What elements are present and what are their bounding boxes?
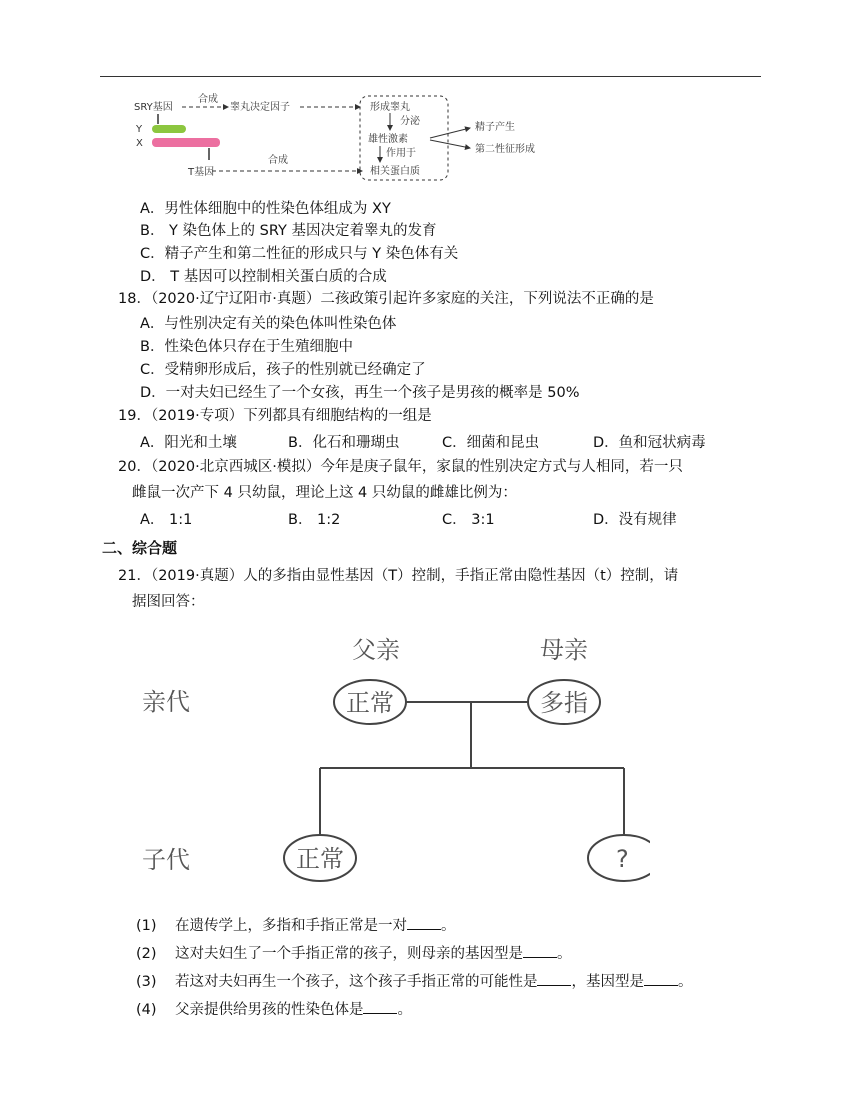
y-chromosome <box>152 125 186 133</box>
q18-option-a: A．与性别决定有关的染色体叫性染色体 <box>140 316 397 332</box>
q17-option-d: D． T 基因可以控制相关蛋白质的合成 <box>140 269 387 285</box>
q21-sub3 <box>136 971 692 993</box>
sub-text: 若这对夫妇再生一个孩子，这个孩子手指正常的可能性是 <box>174 974 538 990</box>
testis-factor-label: 睾丸决定因子 <box>230 102 290 113</box>
q19-option-a: A．阳光和土壤 <box>140 435 237 451</box>
mother-label: 母亲 <box>540 636 588 664</box>
mother-trait: 多指 <box>540 689 588 717</box>
y-label: Y <box>136 124 143 135</box>
sub-number: (4) <box>136 1002 157 1018</box>
q21-sub2 <box>136 943 571 965</box>
sub-number: (2) <box>136 946 157 962</box>
q18-option-b: B．性染色体只存在于生殖细胞中 <box>140 339 353 355</box>
q19-option-b: B．化石和珊瑚虫 <box>288 435 400 451</box>
q18-option-c: C．受精卵形成后，孩子的性别就已经确定了 <box>140 362 426 378</box>
father-trait: 正常 <box>346 689 394 717</box>
sub-text: 父亲提供给男孩的性染色体是 <box>174 1002 364 1018</box>
q20-stem-line2: 雌鼠一次产下 4 只幼鼠，理论上这 4 只幼鼠的雌雄比例为： <box>132 485 517 501</box>
answer-blank[interactable] <box>363 999 397 1014</box>
sperm-label: 精子产生 <box>475 122 515 133</box>
answer-blank[interactable] <box>644 971 678 986</box>
q17-option-c: C．精子产生和第二性征的形成只与 Y 染色体有关 <box>140 246 459 262</box>
sub-end: 。 <box>397 1002 412 1018</box>
sub-text: 这对夫妇生了一个手指正常的孩子，则母亲的基因型是 <box>174 946 523 962</box>
answer-blank[interactable] <box>537 971 571 986</box>
parent-generation-label: 亲代 <box>142 688 190 716</box>
section-heading: 二、综合题 <box>102 539 178 557</box>
q17-option-a: A．男性体细胞中的性染色体组成为 XY <box>140 201 391 217</box>
t-gene-label: T基因 <box>188 167 215 178</box>
synth-bottom-label: 合成 <box>268 155 288 166</box>
form-testis-label: 形成睾丸 <box>370 102 410 113</box>
q20-option-a: A． 1:1 <box>140 512 193 528</box>
q17-option-b: B． Y 染色体上的 SRY 基因决定着睾丸的发育 <box>140 223 437 239</box>
sub-text: 在遗传学上，多指和手指正常是一对 <box>174 918 407 934</box>
child-generation-label: 子代 <box>142 846 190 874</box>
child1-trait: 正常 <box>296 845 344 873</box>
sub-end: 。 <box>440 918 456 934</box>
sub-mid: ，基因型是 <box>571 974 644 990</box>
pedigree-diagram <box>130 620 650 890</box>
father-label: 父亲 <box>352 636 400 664</box>
q18-option-d: D．一对夫妇已经生了一个女孩，再生一个孩子是男孩的概率是 50% <box>140 385 580 401</box>
header-rule <box>100 76 761 77</box>
q20-stem-line1: 20．（2020·北京西城区·模拟）今年是庚子鼠年，家鼠的性别决定方式与人相同，若一只 <box>118 459 683 475</box>
sry-gene-label: SRY基因 <box>134 102 173 113</box>
sub-number: (1) <box>136 918 157 934</box>
secrete-label: 分泌 <box>400 116 420 127</box>
child2-trait: ? <box>616 845 629 873</box>
answer-blank[interactable] <box>407 915 441 930</box>
sub-end: 。 <box>677 974 693 990</box>
synth-top-label: 合成 <box>198 94 218 105</box>
q21-stem-line1: 21．（2019·真题）人的多指由显性基因（T）控制，手指正常由隐性基因（t）控制，请 <box>118 568 679 584</box>
secondary-label: 第二性征形成 <box>475 144 535 155</box>
q21-stem-line2: 据图回答： <box>132 594 205 610</box>
q21-sub4 <box>136 999 412 1021</box>
x-chromosome <box>152 138 220 147</box>
x-label: X <box>136 138 143 149</box>
sub-number: (3) <box>136 974 157 990</box>
q19-option-c: C．细菌和昆虫 <box>442 435 540 451</box>
q20-option-b: B． 1:2 <box>288 512 341 528</box>
q19-stem: 19．（2019·专项）下列都具有细胞结构的一组是 <box>118 408 432 424</box>
acts-on-label: 作用于 <box>386 148 416 159</box>
related-protein-label: 相关蛋白质 <box>370 166 420 177</box>
sex-determination-diagram <box>130 90 570 186</box>
q21-sub1 <box>136 915 455 937</box>
q20-option-d: D．没有规律 <box>593 512 677 528</box>
sub-end: 。 <box>556 946 572 962</box>
q18-stem: 18．（2020·辽宁辽阳市·真题）二孩政策引起许多家庭的关注，下列说法不正确的是 <box>118 291 654 307</box>
answer-blank[interactable] <box>523 943 557 958</box>
q20-option-c: C． 3:1 <box>442 512 495 528</box>
androgen-label: 雄性激素 <box>368 134 408 145</box>
q19-option-d: D．鱼和冠状病毒 <box>593 435 706 451</box>
